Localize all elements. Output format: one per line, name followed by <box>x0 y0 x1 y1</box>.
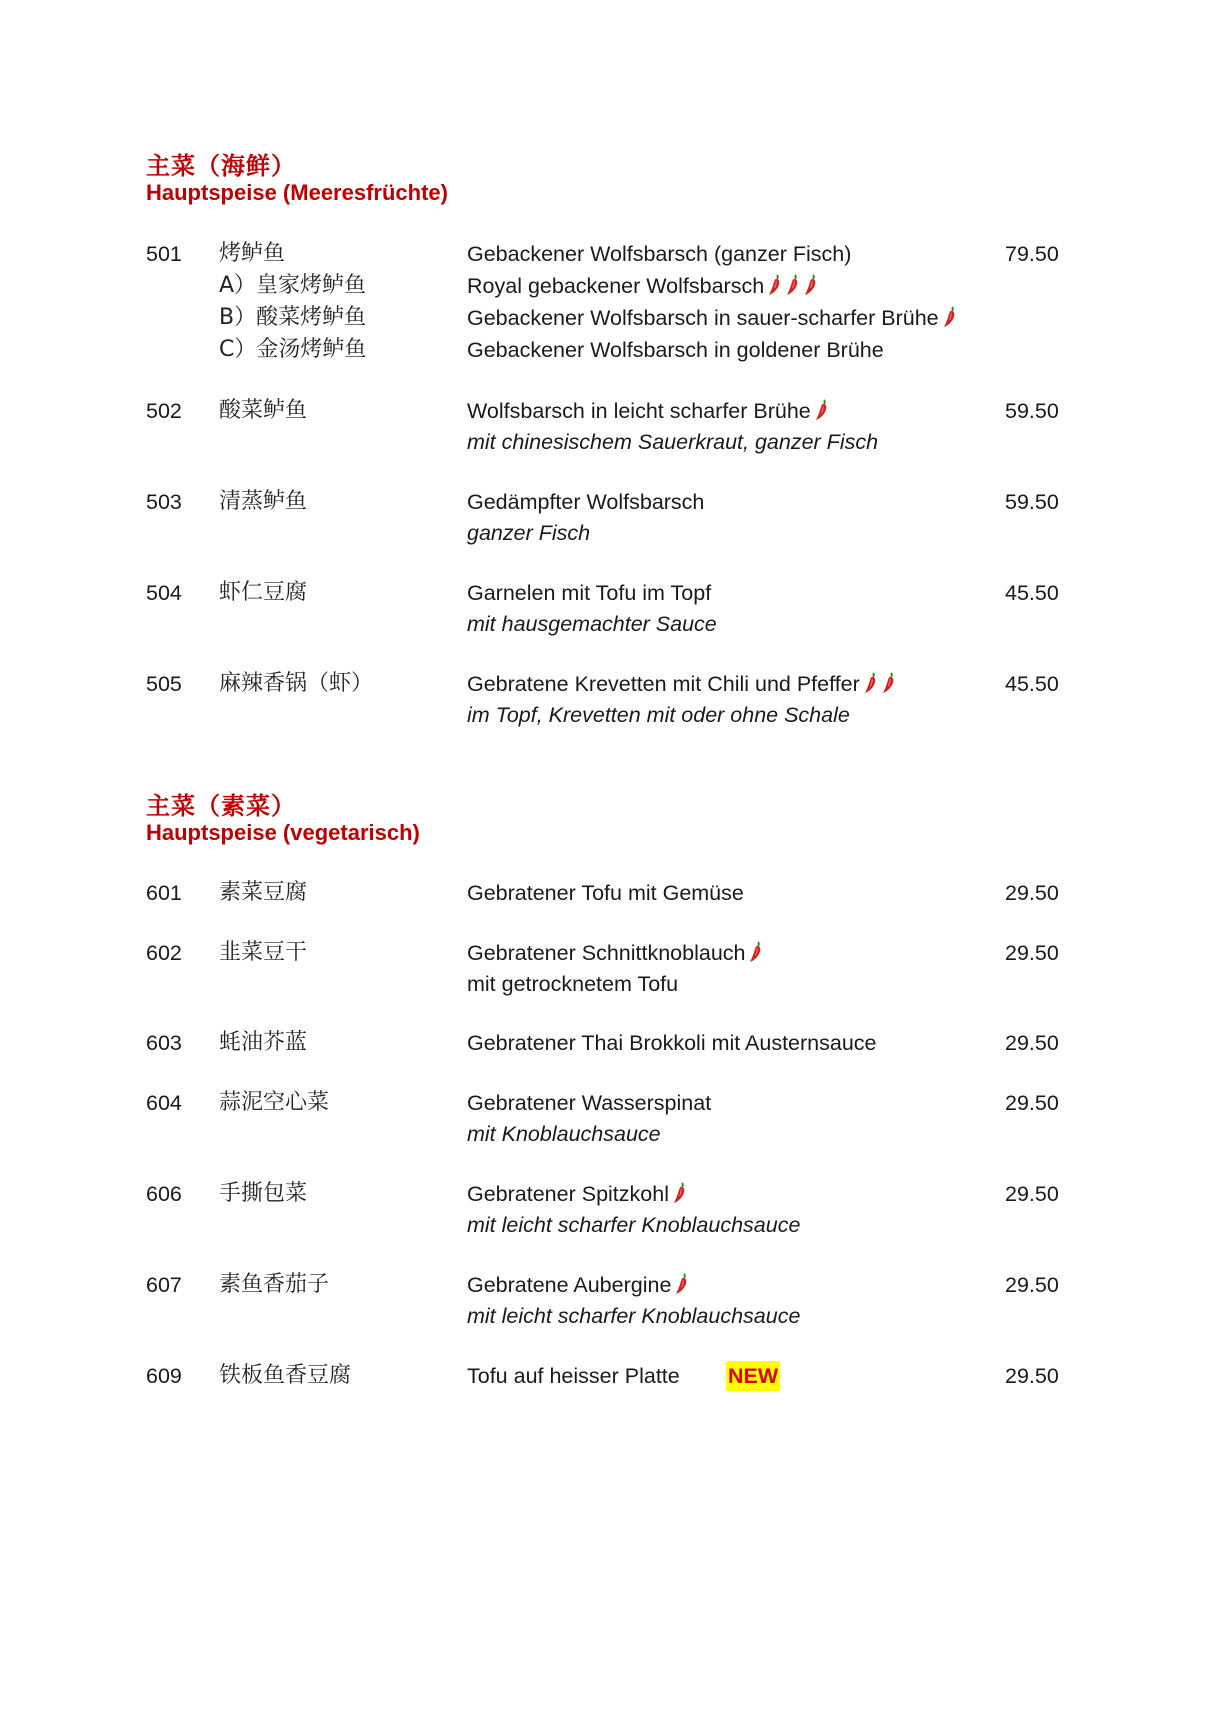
dish-name-de: Gebratener Spitzkohl <box>467 1182 669 1206</box>
dish-name-de-row <box>467 668 896 700</box>
dish-price: 29.50 <box>1005 1091 1059 1115</box>
section-title-de: Hauptspeise (Meeresfrüchte) <box>146 180 448 205</box>
dish-name-de: Garnelen mit Tofu im Topf <box>467 581 712 605</box>
chili-icon <box>815 399 829 421</box>
dish-number: 503 <box>146 490 182 514</box>
dish-subtitle: ganzer Fisch <box>467 521 591 545</box>
chili-icon <box>864 672 878 694</box>
section-title-cn: 主菜（海鲜） <box>146 152 296 180</box>
dish-price: 45.50 <box>1005 672 1059 696</box>
dish-price: 79.50 <box>1005 242 1059 266</box>
dish-number: 601 <box>146 881 182 905</box>
dish-number: 606 <box>146 1182 182 1206</box>
dish-name-cn: 蚝油芥蓝 <box>219 1030 308 1055</box>
variant-name-de: Royal gebackener Wolfsbarsch <box>467 274 765 298</box>
dish-name-de: Gebratener Wasserspinat <box>467 1091 712 1115</box>
dish-price: 29.50 <box>1005 1273 1059 1297</box>
chili-icon <box>804 274 818 296</box>
dish-number: 609 <box>146 1364 182 1388</box>
dish-price: 29.50 <box>1005 881 1059 905</box>
dish-price: 29.50 <box>1005 1031 1059 1055</box>
dish-number: 604 <box>146 1091 182 1115</box>
dish-number: 607 <box>146 1273 182 1297</box>
dish-name-de-row <box>467 937 763 969</box>
dish-name-cn: 清蒸鲈鱼 <box>219 489 308 514</box>
dish-name-de-row <box>467 395 829 427</box>
chili-icon <box>768 274 782 296</box>
dish-name-de: Gebackener Wolfsbarsch (ganzer Fisch) <box>467 242 852 266</box>
variant-name-de-row <box>467 270 818 302</box>
dish-name-de: Wolfsbarsch in leicht scharfer Brühe <box>467 399 811 423</box>
chili-icon <box>749 941 763 963</box>
chili-icon <box>882 672 896 694</box>
variant-name-de-row <box>467 302 957 334</box>
dish-name-de: Gebratener Schnittknoblauch <box>467 941 746 965</box>
dish-name-de: Tofu auf heisser Platte <box>467 1364 680 1388</box>
dish-price: 29.50 <box>1005 941 1059 965</box>
dish-name-de: Gebratene Krevetten mit Chili und Pfeffer <box>467 672 860 696</box>
dish-name-cn: 素鱼香茄子 <box>219 1272 330 1297</box>
dish-subtitle: mit leicht scharfer Knoblauchsauce <box>467 1213 801 1237</box>
dish-price: 59.50 <box>1005 399 1059 423</box>
dish-name-cn: 手撕包菜 <box>219 1181 308 1206</box>
new-badge: NEW <box>726 1361 780 1391</box>
dish-subtitle: im Topf, Krevetten mit oder ohne Schale <box>467 703 850 727</box>
dish-price: 29.50 <box>1005 1182 1059 1206</box>
chili-icon <box>675 1273 689 1295</box>
dish-name-cn: 素菜豆腐 <box>219 880 308 905</box>
chili-icon <box>673 1182 687 1204</box>
dish-name-de: Gebratene Aubergine <box>467 1273 672 1297</box>
dish-number: 505 <box>146 672 182 696</box>
dish-subtitle: mit leicht scharfer Knoblauchsauce <box>467 1304 801 1328</box>
chili-icon <box>943 306 957 328</box>
dish-name-cn: 铁板鱼香豆腐 <box>219 1363 352 1388</box>
dish-name-cn: 酸菜鲈鱼 <box>219 398 308 423</box>
dish-price: 59.50 <box>1005 490 1059 514</box>
chili-icon <box>786 274 800 296</box>
dish-subtitle: mit hausgemachter Sauce <box>467 612 717 636</box>
dish-number: 502 <box>146 399 182 423</box>
variant-name-cn: B）酸菜烤鲈鱼 <box>219 305 367 330</box>
dish-number: 504 <box>146 581 182 605</box>
variant-name-cn: A）皇家烤鲈鱼 <box>219 273 367 298</box>
dish-subtitle: mit Knoblauchsauce <box>467 1122 661 1146</box>
dish-price: 45.50 <box>1005 581 1059 605</box>
variant-name-de: Gebackener Wolfsbarsch in sauer-scharfer Brühe <box>467 306 939 330</box>
dish-number: 602 <box>146 941 182 965</box>
dish-name-cn: 麻辣香锅（虾） <box>219 671 374 696</box>
dish-name-de-row <box>467 1269 689 1301</box>
dish-name-de: Gedämpfter Wolfsbarsch <box>467 490 705 514</box>
dish-price: 29.50 <box>1005 1364 1059 1388</box>
dish-number: 603 <box>146 1031 182 1055</box>
dish-subtitle: mit getrocknetem Tofu <box>467 972 679 996</box>
dish-subtitle: mit chinesischem Sauerkraut, ganzer Fisch <box>467 430 879 454</box>
dish-name-de-row <box>467 1178 687 1210</box>
dish-name-cn: 蒜泥空心菜 <box>219 1090 330 1115</box>
variant-name-cn: C）金汤烤鲈鱼 <box>219 337 367 362</box>
dish-name-de: Gebratener Tofu mit Gemüse <box>467 881 744 905</box>
dish-name-cn: 虾仁豆腐 <box>219 580 308 605</box>
dish-name-cn: 韭菜豆干 <box>219 940 308 965</box>
dish-number: 501 <box>146 242 182 266</box>
dish-name-de: Gebratener Thai Brokkoli mit Austernsauce <box>467 1031 877 1055</box>
dish-name-cn: 烤鲈鱼 <box>219 241 286 266</box>
variant-name-de: Gebackener Wolfsbarsch in goldener Brühe <box>467 338 884 362</box>
section-title-de: Hauptspeise (vegetarisch) <box>146 820 420 845</box>
section-title-cn: 主菜（素菜） <box>146 792 296 820</box>
